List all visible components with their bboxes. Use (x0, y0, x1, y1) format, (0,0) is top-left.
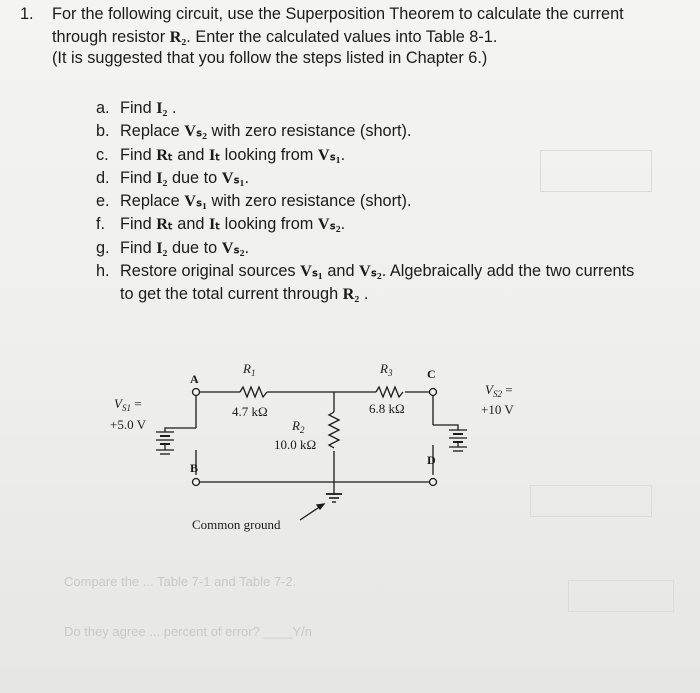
step-text: Find (120, 99, 157, 117)
battery-vs1-symbol (156, 432, 174, 454)
node-d-label: D (427, 453, 436, 467)
step-text: . (167, 99, 177, 117)
bleed-through-text-2: Do they agree ... percent of error? ____Y/n (64, 624, 312, 639)
vs2-label: $V_{S2}$ = (485, 382, 513, 399)
step-letter: c. (96, 145, 109, 164)
step-letter: b. (96, 122, 110, 141)
r2-label: $R_2$ (292, 418, 305, 435)
step-text: Find (120, 238, 157, 257)
node-a-label: A (190, 372, 199, 386)
resistor-r3-symbol (376, 387, 403, 397)
step-letter: h. (96, 262, 110, 281)
step-text: . (244, 168, 249, 187)
symbol-text: Iₜ (208, 144, 221, 164)
symbol-text: Iₜ (208, 214, 221, 234)
step-letter: d. (96, 168, 110, 187)
step-text: . (359, 285, 369, 304)
question-line-2-tail: . Enter the calculated values into Table 8-1. (186, 28, 498, 46)
step-text: . (340, 145, 346, 164)
r2-value: 10.0 kΩ (274, 437, 317, 452)
vs1-label: $V_{S1}$ = (114, 396, 142, 413)
r1-value: 4.7 kΩ (232, 404, 268, 419)
step-text: looking from (220, 145, 318, 164)
step-text: looking from (220, 215, 318, 234)
step-letter: e. (96, 192, 110, 211)
step-text: and (172, 145, 209, 164)
symbol-text: Vₛ₁ (317, 144, 341, 164)
resistor-r2-symbol (329, 412, 339, 448)
step-text: due to (167, 168, 222, 187)
symbol-text: Vₛ₂ (221, 237, 245, 257)
symbol-text: Rₜ (156, 214, 173, 234)
battery-vs2-symbol (449, 430, 467, 451)
step-text: with zero resistance (short). (206, 192, 412, 211)
r3-label: $R_3$ (380, 361, 393, 378)
symbol-text: Vₛ₁ (184, 191, 207, 211)
step-letter: g. (96, 238, 110, 257)
node-a-terminal (193, 389, 200, 396)
question-number: 1. (20, 5, 34, 23)
symbol-text: I₂ (156, 237, 168, 257)
node-b-label: B (190, 461, 199, 475)
step-text: Restore original sources (120, 262, 301, 281)
step-text: Find (120, 215, 157, 234)
step-text: . (340, 215, 346, 234)
r1-label: $R_1$ (243, 361, 256, 378)
node-c-terminal (430, 389, 437, 396)
symbol-text: Vₛ₁ (221, 167, 245, 187)
node-b-terminal (193, 479, 200, 486)
question-line-1: For the following circuit, use the Superposition Theorem to calculate the current (52, 5, 624, 23)
resistor-r2-ref: R₂ (169, 27, 187, 46)
step-text: and (322, 262, 360, 281)
ground-symbol (326, 494, 342, 502)
bleed-through-text-1: Compare the ... Table 7-1 and Table 7-2. (64, 574, 297, 589)
step-text: Replace (120, 192, 185, 211)
step-text: to get the total current through (120, 285, 343, 304)
node-d-terminal (430, 479, 437, 486)
wire-vs2-lead (433, 425, 458, 430)
symbol-text: I₂ (156, 98, 168, 117)
symbol-text: Rₜ (156, 144, 173, 164)
symbol-text: Vₛ₂ (359, 261, 382, 281)
symbol-text: I₂ (156, 167, 168, 187)
vs2-value: +10 V (481, 402, 514, 417)
step-text: with zero resistance (short). (206, 122, 412, 141)
r3-value: 6.8 kΩ (369, 401, 405, 416)
symbol-text: Vₛ₂ (317, 214, 341, 234)
step-letter: f. (96, 215, 106, 234)
question-line-2-text: through resistor (52, 28, 170, 46)
step-text: due to (167, 238, 222, 257)
step-text: . Algebraically add the two currents (381, 262, 635, 281)
symbol-text: R₂ (342, 284, 360, 304)
common-ground-label: Common ground (192, 517, 281, 532)
question-line-3: (It is suggested that you follow the steps listed in Chapter 6.) (52, 49, 488, 67)
step-text: . (244, 238, 249, 257)
step-text: Replace (120, 122, 185, 141)
symbol-text: Vₛ₁ (300, 261, 323, 281)
resistor-r1-symbol (240, 387, 267, 397)
step-text: Find (120, 168, 157, 187)
symbol-text: Vₛ₂ (184, 121, 207, 141)
step-text: and (172, 215, 209, 234)
step-text: Find (120, 145, 157, 164)
vs1-value: +5.0 V (110, 417, 146, 432)
step-letter: a. (96, 99, 110, 117)
node-c-label: C (427, 367, 436, 381)
